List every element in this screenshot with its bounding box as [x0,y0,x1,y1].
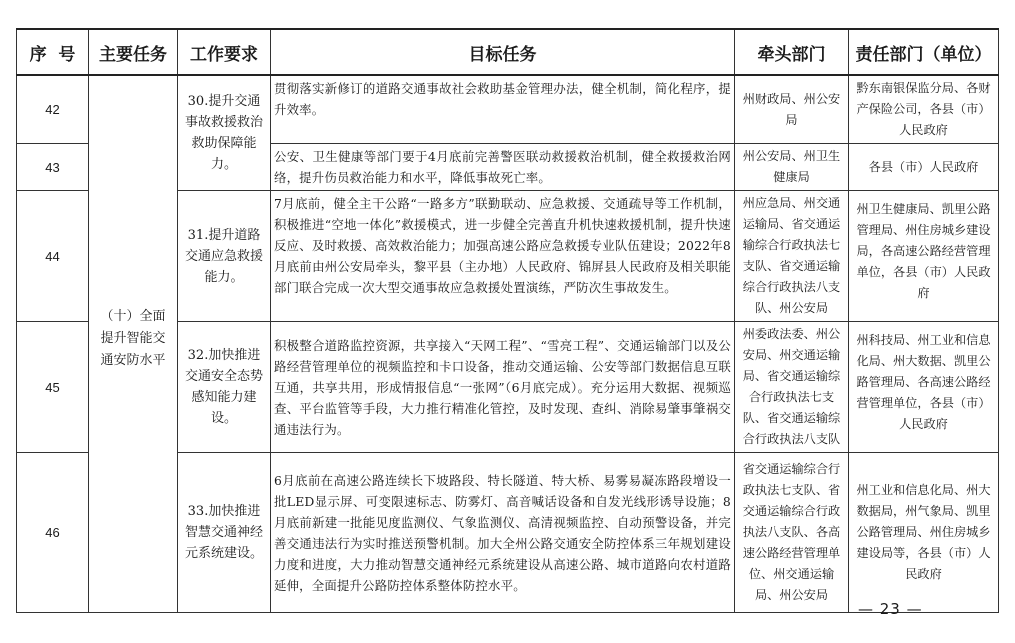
lead-department-cell: 州公安局、州卫生健康局 [735,144,849,191]
header-target-task: 目标任务 [271,29,735,75]
lead-department-cell: 省交通运输综合行政执法七支队、省交通运输综合行政执法八支队、各高速公路经营管理单位、州交通运输局、州公安局 [735,453,849,613]
responsible-department-cell: 州卫生健康局、凯里公路管理局、州住房城乡建设局，各高速公路经营管理单位，各县（市）人民政府 [849,191,999,322]
requirement-cell: 30.提升交通事故救援救治救助保障能力。 [178,75,271,191]
table-header-row [17,29,999,75]
row-number: 46 [17,453,89,613]
target-task-cell: 7月底前，健全主干公路“一路多方”联勤联动、应急救援、交通疏导等工作机制，积极推进“空地一体化”救援模式，进一步健全完善直升机快速救援机制，提升快速反应、及时救援、高效救治能力；加强高速公路应急救援专业队伍建设；2022年8月底前由州公安局牵头，黎平县（主办地）人民政府、锦屏县人民政府及相关职能部门联合完成一次大型交通事故应急救援处置演练，严防次生事故发生。 [271,191,735,322]
main-task-cell [89,75,178,613]
target-task-cell: 积极整合道路监控资源，共享接入“天网工程”、“雪亮工程”、交通运输部门以及公路经营管理单位的视频监控和卡口设备，推动交通运输、公安等部门数据信息互联互通，共享共用，形成情报信息“一张网”（6月底完成）。充分运用大数据、视频巡查、平台监管等手段，大力推行精准化管控，及时发现、查纠、消除易肇事肇祸交通违法行为。 [271,322,735,453]
row-number: 43 [17,144,89,191]
responsible-department-cell: 黔东南银保监分局、各财产保险公司，各县（市）人民政府 [849,75,999,144]
target-task-cell: 公安、卫生健康等部门要于4月底前完善警医联动救援救治机制，健全救援救治网络，提升伤员救治能力和水平，降低事故死亡率。 [271,144,735,191]
main-task-text: （十）全面提升智能交通安防水平 [100,309,166,368]
header-work-requirement: 工作要求 [178,29,271,75]
responsible-department-cell: 州工业和信息化局、州大数据局，州气象局、凯里公路管理局、州住房城乡建设局等，各县（市）人民政府 [849,453,999,613]
requirement-cell: 33.加快推进智慧交通神经元系统建设。 [178,453,271,613]
header-lead-department: 牵头部门 [735,29,849,75]
target-task-cell: 贯彻落实新修订的道路交通事故社会救助基金管理办法，健全机制，简化程序，提升效率。 [271,75,735,144]
lead-department-cell: 州委政法委、州公安局、州交通运输局、省交通运输综合行政执法七支队、省交通运输综合行政执法八支队 [735,322,849,453]
lead-department-cell: 州应急局、州交通运输局、省交通运输综合行政执法七支队、省交通运输综合行政执法八支队、州公安局 [735,191,849,322]
responsible-department-cell: 各县（市）人民政府 [849,144,999,191]
table-row [17,75,999,144]
lead-department-cell: 州财政局、州公安局 [735,75,849,144]
header-responsible-department: 责任部门（单位） [849,29,999,75]
header-main-task: 主要任务 [89,29,178,75]
row-number: 44 [17,191,89,322]
requirement-cell: 31.提升道路交通应急救援能力。 [178,191,271,322]
target-task-cell: 6月底前在高速公路连续长下坡路段、特长隧道、特大桥、易雾易凝冻路段增设一批LED显示屏、可变限速标志、防雾灯、高音喊话设备和自发光线形诱导设施；8月底前新建一批能见度监测仪、气象监测仪、高清视频监控、自动预警设备，并完善交通违法行为实时推送预警机制。加大全州公路交通安全防控体系三年规划建设力度和进度，大力推动智慧交通神经元系统建设从高速公路、城市道路向农村道路延伸，全面提升公路防控体系整体防控水平。 [271,453,735,613]
page-number: — 23 — [858,600,923,618]
responsible-department-cell: 州科技局、州工业和信息化局、州大数据、凯里公路管理局、各高速公路经营管理单位，各县（市）人民政府 [849,322,999,453]
row-number: 45 [17,322,89,453]
row-number: 42 [17,75,89,144]
task-table [16,28,999,613]
requirement-cell: 32.加快推进交通安全态势感知能力建设。 [178,322,271,453]
header-serial-no: 序 号 [17,29,89,75]
